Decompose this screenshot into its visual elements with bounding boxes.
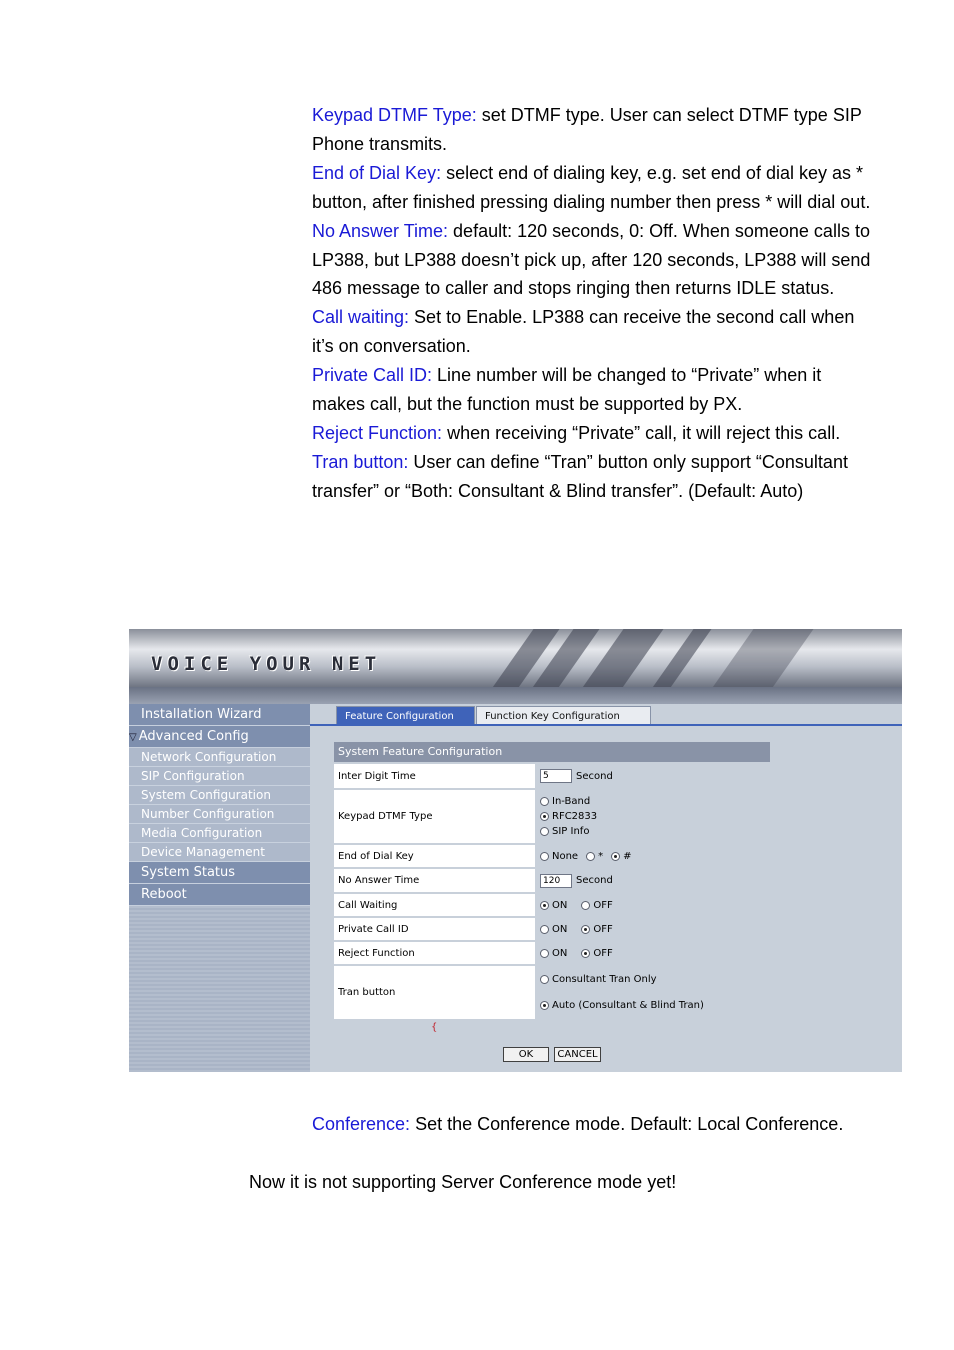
- sidebar-item-system-configuration[interactable]: System Configuration: [129, 786, 310, 805]
- term-end-dial: End of Dial Key:: [312, 162, 442, 183]
- sidebar: [129, 704, 310, 1072]
- reject-on-label: ON: [552, 947, 568, 959]
- call-waiting-off-label: OFF: [593, 899, 613, 911]
- desc-end-dial: select end of dialing key, e.g. set end of dial key as * button, after finished pressing dialing number then press * will dial out.: [312, 162, 871, 212]
- para-reject: [312, 419, 872, 448]
- term-private-call: Private Call ID:: [312, 365, 433, 386]
- para-private-call: [312, 361, 872, 419]
- dtmf-option-label: RFC2833: [552, 811, 598, 822]
- dtmf-option-label: In-Band: [552, 796, 591, 807]
- term-no-answer: No Answer Time:: [312, 220, 449, 241]
- row-keypad-dtmf-type: [334, 790, 854, 843]
- radio-icon: [540, 949, 549, 958]
- private-call-off-label: OFF: [593, 923, 613, 935]
- value-end-of-dial-key: [540, 845, 850, 867]
- sidebar-item-network-configuration[interactable]: Network Configuration: [129, 748, 310, 767]
- row-no-answer-time: [334, 869, 854, 892]
- label-reject-function: Reject Function: [334, 942, 535, 964]
- value-inter-digit-time: [540, 764, 850, 788]
- row-call-waiting: [334, 894, 854, 916]
- sidebar-item-media-configuration[interactable]: Media Configuration: [129, 824, 310, 843]
- value-no-answer-time: [540, 869, 850, 892]
- value-private-call-id: [540, 918, 850, 940]
- radio-selected-icon: [540, 812, 549, 821]
- top-bar: [129, 687, 902, 704]
- sidebar-item-sip-configuration[interactable]: SIP Configuration: [129, 767, 310, 786]
- dtmf-option-rfc2833[interactable]: [540, 809, 597, 824]
- web-ui-screenshot: [129, 629, 902, 1072]
- tab-function-key-configuration[interactable]: Function Key Configuration: [476, 706, 651, 725]
- radio-selected-icon: [611, 852, 620, 861]
- row-reject-function: [334, 942, 854, 964]
- no-answer-time-input[interactable]: 120: [540, 874, 572, 888]
- value-keypad-dtmf-type: [540, 790, 850, 843]
- no-answer-time-unit: Second: [576, 875, 613, 886]
- para-no-answer: [312, 217, 872, 304]
- desc-tran: User can define “Tran” button only support “Consultant transfer” or “Both: Consultant & Blind transfer”. (Default: Auto): [312, 451, 848, 501]
- call-waiting-on[interactable]: [540, 900, 567, 911]
- red-marker: {: [431, 1022, 438, 1033]
- call-waiting-off[interactable]: [581, 900, 612, 911]
- value-tran-button: [540, 966, 850, 1019]
- end-dial-option-none[interactable]: [540, 851, 578, 862]
- sidebar-item-device-management[interactable]: Device Management: [129, 843, 310, 862]
- value-call-waiting: [540, 894, 850, 916]
- conference-text: [312, 1110, 872, 1139]
- tab-feature-configuration[interactable]: Feature Configuration: [336, 706, 475, 725]
- private-call-off[interactable]: [581, 924, 612, 935]
- label-tran-button: Tran button: [334, 966, 535, 1019]
- radio-icon: [540, 797, 549, 806]
- label-no-answer-time: No Answer Time: [334, 869, 535, 892]
- radio-selected-icon: [581, 949, 590, 958]
- tran-option-consultant[interactable]: [540, 972, 657, 987]
- inter-digit-time-input[interactable]: 5: [540, 769, 572, 783]
- desc-keypad-dtmf: set DTMF type. User can select DTMF type SIP Phone transmits.: [312, 105, 862, 154]
- row-inter-digit-time: [334, 764, 854, 788]
- reject-on[interactable]: [540, 948, 567, 959]
- row-end-of-dial-key: [334, 845, 854, 867]
- label-private-call-id: Private Call ID: [334, 918, 535, 940]
- desc-conference: Set the Conference mode. Default: Local Conference.: [410, 1114, 844, 1134]
- para-end-dial: [312, 159, 872, 217]
- end-dial-option-label: *: [598, 850, 604, 862]
- radio-icon: [586, 852, 595, 861]
- call-waiting-on-label: ON: [552, 899, 568, 911]
- para-call-waiting: [312, 303, 872, 361]
- end-dial-option-label: None: [552, 850, 579, 862]
- banner-stripe: [697, 629, 820, 687]
- triangle-down-icon: ▽: [129, 732, 137, 743]
- private-call-on-label: ON: [552, 923, 568, 935]
- sidebar-item-advanced-config[interactable]: [129, 726, 310, 748]
- label-call-waiting: Call Waiting: [334, 894, 535, 916]
- sidebar-item-reboot[interactable]: Reboot: [129, 884, 310, 906]
- label-inter-digit-time: Inter Digit Time: [334, 764, 535, 788]
- tran-option-label: Consultant Tran Only: [552, 973, 657, 985]
- banner: [129, 629, 902, 687]
- para-keypad-dtmf: [312, 101, 872, 159]
- tab-underline: [310, 724, 902, 726]
- note-text: Now it is not supporting Server Conference mode yet!: [249, 1172, 677, 1192]
- row-private-call-id: [334, 918, 854, 940]
- sidebar-item-label: Advanced Config: [138, 729, 249, 744]
- tran-option-auto[interactable]: [540, 998, 704, 1013]
- desc-reject: when receiving “Private” call, it will reject this call.: [442, 422, 841, 443]
- radio-selected-icon: [540, 901, 549, 910]
- term-reject: Reject Function:: [312, 422, 443, 443]
- cancel-button[interactable]: CANCEL: [554, 1047, 601, 1062]
- reject-off-label: OFF: [593, 947, 613, 959]
- logo: VOICE YOUR NET: [151, 653, 382, 675]
- desc-private-call: Line number will be changed to “Private” when it makes call, but the function must be supported by PX.: [312, 365, 822, 415]
- term-conference: Conference:: [312, 1114, 411, 1134]
- end-dial-option-hash[interactable]: [611, 851, 631, 862]
- end-dial-option-star[interactable]: [586, 851, 603, 862]
- radio-icon: [540, 852, 549, 861]
- radio-selected-icon: [581, 925, 590, 934]
- reject-off[interactable]: [581, 948, 612, 959]
- sidebar-item-number-configuration[interactable]: Number Configuration: [129, 805, 310, 824]
- sidebar-item-installation-wizard[interactable]: Installation Wizard: [129, 704, 310, 726]
- row-tran-button: [334, 966, 854, 1019]
- radio-icon: [540, 925, 549, 934]
- inter-digit-time-unit: Second: [576, 770, 613, 782]
- dtmf-option-inband[interactable]: [540, 794, 590, 809]
- end-dial-option-label: #: [623, 850, 632, 862]
- term-tran: Tran button:: [312, 451, 409, 472]
- section-title: System Feature Configuration: [334, 742, 770, 762]
- radio-icon: [581, 901, 590, 910]
- dtmf-option-label: SIP Info: [552, 826, 590, 837]
- tran-option-label: Auto (Consultant & Blind Tran): [552, 1000, 704, 1012]
- term-call-waiting: Call waiting:: [312, 307, 410, 328]
- desc-no-answer: default: 120 seconds, 0: Off. When someone calls to LP388, but LP388 doesn’t pick up, after 120 seconds, LP388 will send 486 message to caller and stops ringing then returns IDLE status.: [312, 220, 871, 299]
- para-tran: [312, 448, 872, 506]
- sidebar-item-system-status[interactable]: System Status: [129, 862, 310, 884]
- radio-icon: [540, 827, 549, 836]
- document-text: [312, 101, 872, 506]
- radio-icon: [540, 975, 549, 984]
- private-call-on[interactable]: [540, 924, 567, 935]
- radio-selected-icon: [540, 1001, 549, 1010]
- desc-call-waiting: Set to Enable. LP388 can receive the second call when it’s on conversation.: [312, 307, 855, 357]
- dtmf-option-sip-info[interactable]: [540, 824, 589, 839]
- ok-button[interactable]: OK: [503, 1047, 549, 1062]
- label-end-of-dial-key: End of Dial Key: [334, 845, 535, 867]
- label-keypad-dtmf-type: Keypad DTMF Type: [334, 790, 535, 843]
- term-keypad-dtmf: Keypad DTMF Type:: [312, 105, 477, 125]
- value-reject-function: [540, 942, 850, 964]
